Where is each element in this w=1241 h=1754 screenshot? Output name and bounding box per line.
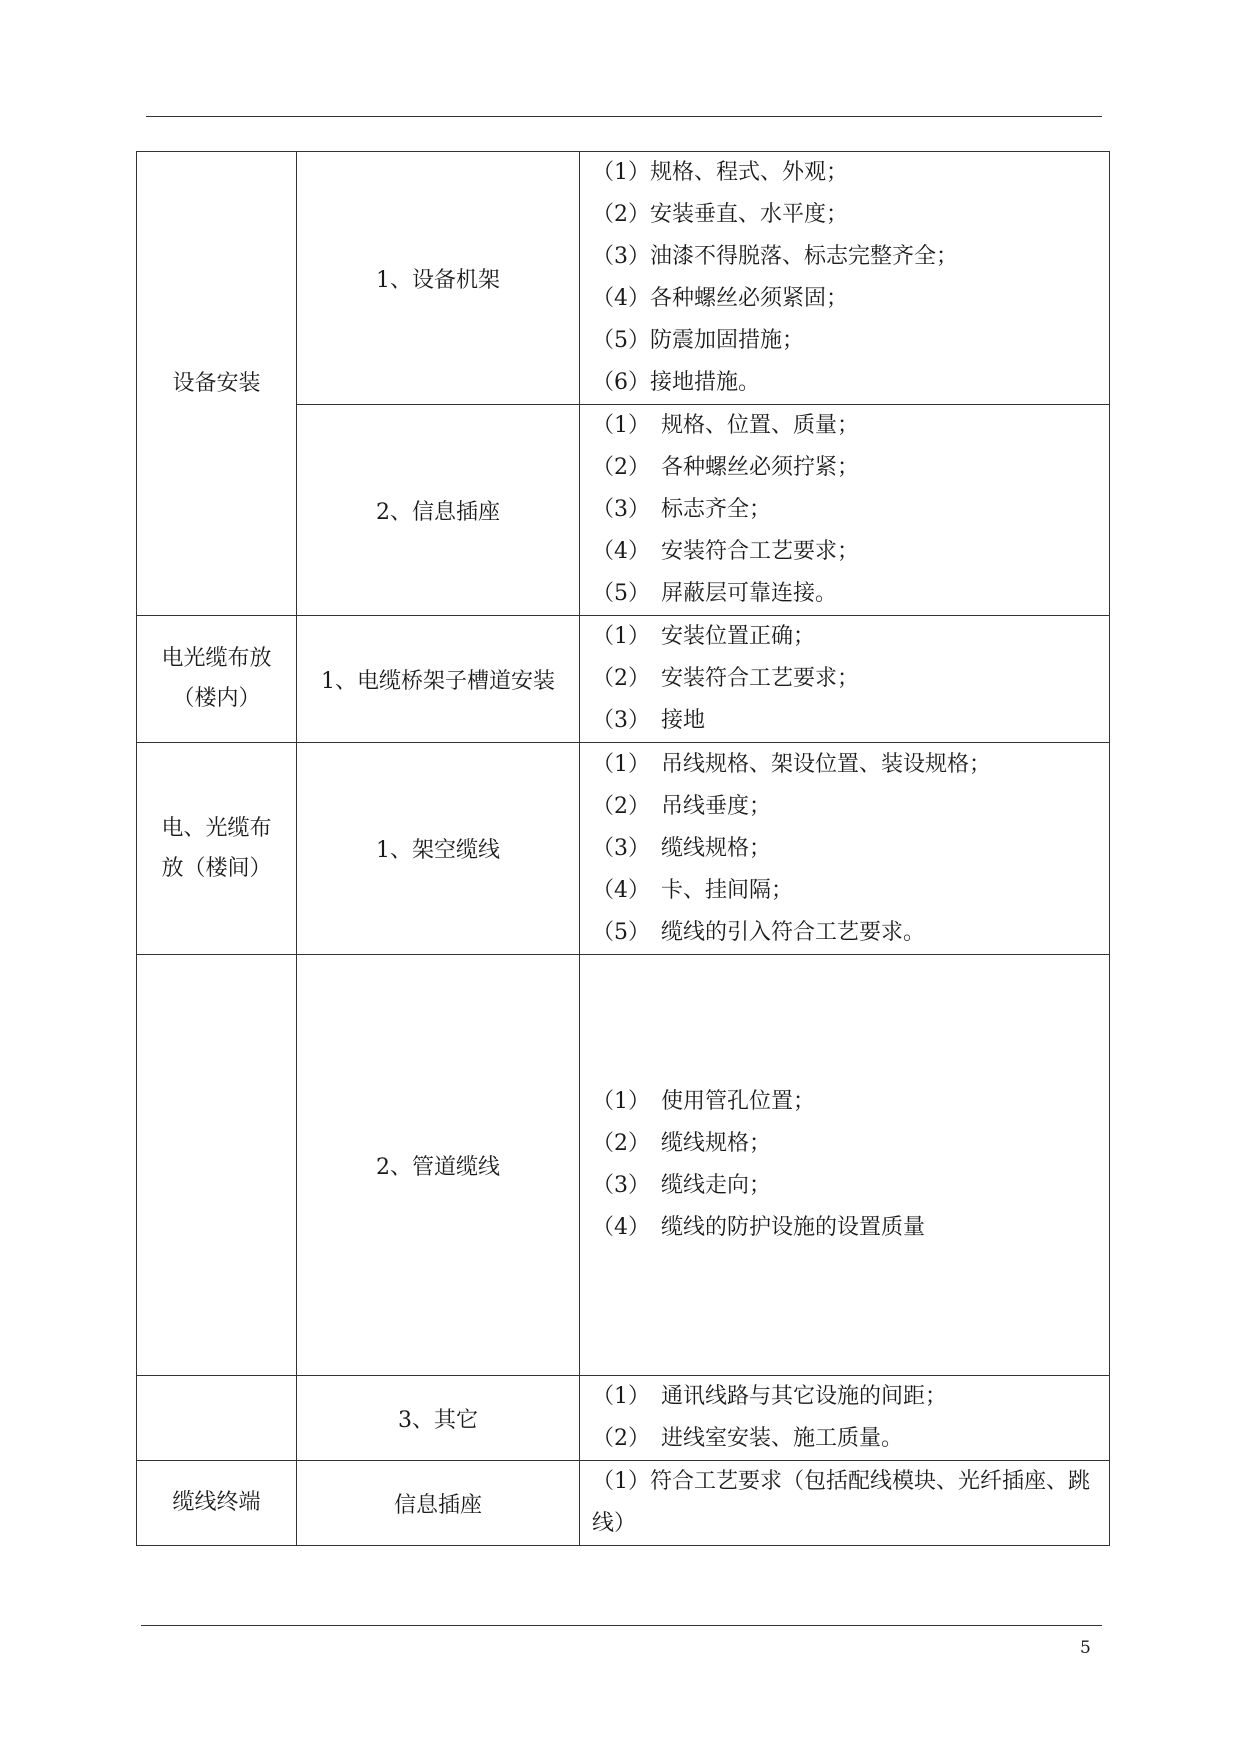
requirements-cell <box>580 1376 1110 1461</box>
requirement-line: （3） 缆线走向； <box>592 1173 771 1198</box>
footer-rule <box>141 1625 1102 1626</box>
inspection-table <box>136 151 1110 1546</box>
requirements-cell <box>580 152 1110 405</box>
requirement-line: （1）规格、程式、外观； <box>592 160 848 185</box>
requirement-line: （2）安装垂直、水平度； <box>592 202 848 227</box>
item-cell <box>297 1461 580 1546</box>
table-row <box>137 743 1110 955</box>
category-cell <box>137 1376 297 1461</box>
requirement-line: （1）符合工艺要求（包括配线模块、光纤插座、跳线） <box>592 1469 1090 1536</box>
item-label: 2、信息插座 <box>376 499 500 525</box>
requirement-line: （3） 缆线规格； <box>592 835 771 861</box>
item-label: 1、电缆桥架子槽道安装 <box>321 668 555 694</box>
page-number: 5 <box>1080 1638 1091 1658</box>
category-label: 电光缆布放 <box>161 646 272 671</box>
item-label: 1、设备机架 <box>376 267 500 293</box>
category-label: 电、光缆布 <box>161 815 272 841</box>
requirement-line: （4） 缆线的防护设施的设置质量 <box>592 1215 925 1240</box>
requirement-line: （4） 卡、挂间隔； <box>592 877 793 903</box>
requirements-cell <box>580 616 1110 743</box>
item-label: 2、管道缆线 <box>376 1154 500 1180</box>
category-label: 设备安装 <box>172 370 261 396</box>
category-label: 缆线终端 <box>172 1490 261 1515</box>
category-cell <box>137 152 297 616</box>
requirement-line: （2） 吊线垂度； <box>592 793 771 819</box>
requirement-line: （1） 通讯线路与其它设施的间距； <box>592 1384 947 1409</box>
requirement-line: （5） 缆线的引入符合工艺要求。 <box>592 919 925 945</box>
category-cell <box>137 616 297 743</box>
item-cell <box>297 955 580 1376</box>
item-cell <box>297 743 580 955</box>
requirements-cell <box>580 955 1110 1376</box>
requirement-line: （1） 安装位置正确； <box>592 624 815 649</box>
requirement-line: （1） 使用管孔位置； <box>592 1089 815 1114</box>
table-row <box>137 955 1110 1376</box>
category-label: （楼内） <box>172 686 261 711</box>
requirement-line: （2） 缆线规格； <box>592 1131 771 1156</box>
category-label: 放（楼间） <box>161 855 272 881</box>
table-row <box>137 1461 1110 1546</box>
table-row <box>137 616 1110 743</box>
item-cell <box>297 616 580 743</box>
table-row <box>137 1376 1110 1461</box>
category-cell <box>137 955 297 1376</box>
requirement-line: （2） 进线室安装、施工质量。 <box>592 1426 903 1451</box>
requirement-line: （1） 吊线规格、架设位置、装设规格； <box>592 751 991 777</box>
category-cell <box>137 743 297 955</box>
item-label: 1、架空缆线 <box>376 838 500 863</box>
requirement-line: （3） 标志齐全； <box>592 497 771 522</box>
item-cell <box>297 152 580 405</box>
requirement-line: （6）接地措施。 <box>592 370 760 395</box>
requirement-line: （2） 各种螺丝必须拧紧； <box>592 455 859 480</box>
requirement-line: （5）防震加固措施； <box>592 328 804 353</box>
item-cell <box>297 1376 580 1461</box>
requirement-line: （2） 安装符合工艺要求； <box>592 666 859 691</box>
requirement-line: （5） 屏蔽层可靠连接。 <box>592 581 837 606</box>
table-row <box>137 152 1110 405</box>
item-label: 信息插座 <box>393 1492 482 1518</box>
requirements-cell <box>580 743 1110 955</box>
header-rule <box>146 116 1102 117</box>
requirements-cell <box>580 405 1110 616</box>
requirement-line: （3） 接地 <box>592 708 705 733</box>
requirement-line: （3）油漆不得脱落、标志完整齐全； <box>592 244 958 269</box>
requirement-line: （4）各种螺丝必须紧固； <box>592 286 848 311</box>
requirements-cell <box>580 1461 1110 1546</box>
requirement-line: （1） 规格、位置、质量； <box>592 413 859 438</box>
category-cell <box>137 1461 297 1546</box>
item-cell <box>297 405 580 616</box>
item-label: 3、其它 <box>398 1407 478 1433</box>
requirement-line: （4） 安装符合工艺要求； <box>592 539 859 564</box>
